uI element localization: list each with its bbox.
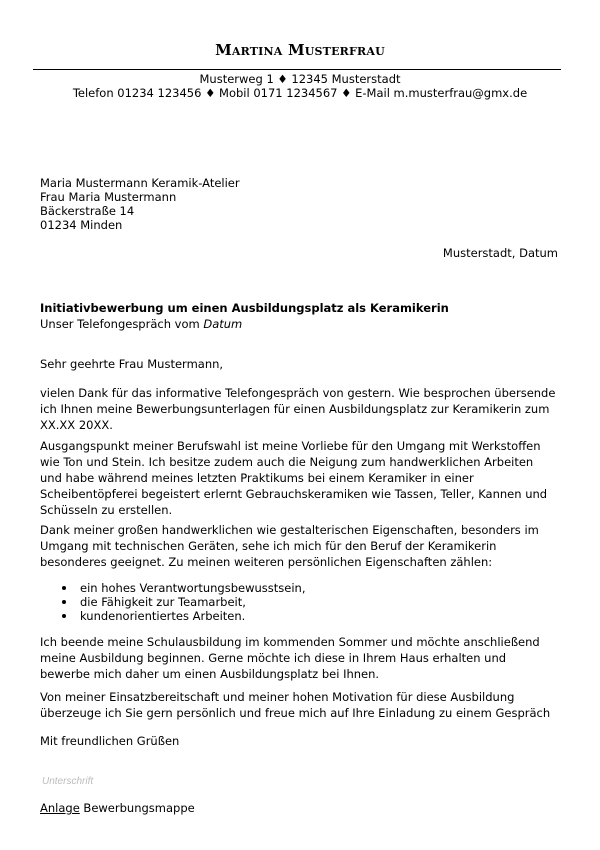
paragraph-schooling <box>40 634 562 682</box>
paragraph-line: Schüsseln zu erstellen. <box>40 503 173 517</box>
paragraph-line: Von meiner Einsatzbereitschaft und meiner hohen Motivation für diese Ausbildung <box>40 690 515 704</box>
sender-name: Martina Musterfrau <box>215 41 385 59</box>
sender-contact: Telefon 01234 123456 ♦ Mobil 0171 1234567 ♦ E-Mail m.musterfrau@gmx.de <box>72 86 528 100</box>
date-line: Musterstadt, Datum <box>442 246 558 260</box>
recipient-address <box>40 176 240 232</box>
recipient-line: Frau Maria Mustermann <box>40 190 177 204</box>
paragraph-line: vielen Dank für das informative Telefongespräch von gestern. Wie besprochen übersende <box>40 386 556 400</box>
reference-prefix: Unser Telefongespräch vom <box>40 317 204 331</box>
list-item: kundenorientiertes Arbeiten. <box>62 609 306 623</box>
list-item: ein hohes Verantwortungsbewusstsein, <box>62 581 306 595</box>
paragraph-line: Ausgangspunkt meiner Berufswahl ist meine Vorliebe für den Umgang mit Werkstoffen <box>40 439 541 453</box>
paragraph-skills <box>40 522 562 570</box>
recipient-line: 01234 Minden <box>40 218 123 232</box>
paragraph-line: Umgang mit technischen Geräten, sehe ich mich für den Beruf der Keramikerin <box>40 539 497 553</box>
paragraph-thanks <box>40 385 562 433</box>
attachment-label: Anlage <box>40 801 80 815</box>
list-item: die Fähigkeit zur Teamarbeit, <box>62 595 306 609</box>
subject-title: Initiativbewerbung um einen Ausbildungsplatz als Keramikerin <box>40 301 449 315</box>
paragraph-line: Ich beende meine Schulausbildung im kommenden Sommer und möchte anschließend <box>40 635 540 649</box>
paragraph-line: Scheibentöpferei begeistert erlernt Gebrauchskeramiken wie Tassen, Teller, Kannen und <box>40 487 548 501</box>
recipient-line: Bäckerstraße 14 <box>40 204 135 218</box>
paragraph-closing <box>40 689 562 721</box>
signature-placeholder: Unterschrift <box>42 776 94 787</box>
reference-date: Datum <box>203 317 243 331</box>
attachment-text: Bewerbungsmappe <box>79 801 195 815</box>
paragraph-line: und habe während meines letzten Praktikums bei einem Keramiker in einer <box>40 471 474 485</box>
paragraph-line: bewerbe mich daher um einen Ausbildungsplatz bei Ihnen. <box>40 667 380 681</box>
salutation: Sehr geehrte Frau Mustermann, <box>40 357 224 371</box>
attachment-line <box>40 800 195 816</box>
qualities-list <box>62 581 306 623</box>
paragraph-line: überzeuge ich Sie gern persönlich und freue mich auf Ihre Einladung zu einem Gespräch <box>40 706 551 720</box>
paragraph-line: XX.XX 20XX. <box>40 418 113 432</box>
paragraph-motivation <box>40 438 562 518</box>
paragraph-line: meine Ausbildung beginnen. Gerne möchte ich diese in Ihrem Haus erhalten und <box>40 651 507 665</box>
subject-block <box>40 300 449 332</box>
recipient-line: Maria Mustermann Keramik-Atelier <box>40 176 240 190</box>
subject-reference <box>40 316 449 332</box>
paragraph-line: ich Ihnen meine Bewerbungsunterlagen für einen Ausbildungsplatz zur Keramikerin zum <box>40 402 550 416</box>
paragraph-line: besonderes geeignet. Zu meinen weiteren persönlichen Eigenschaften zählen: <box>40 555 493 569</box>
closing-formula: Mit freundlichen Grüßen <box>40 734 180 748</box>
paragraph-line: Dank meiner großen handwerklichen wie gestalterischen Eigenschaften, besonders im <box>40 523 539 537</box>
sender-address: Musterweg 1 ♦ 12345 Musterstadt <box>199 72 401 86</box>
paragraph-line: wie Ton und Stein. Ich besitze zudem auch die Neigung zum handwerklichen Arbeiten <box>40 455 534 469</box>
header-divider <box>33 69 561 70</box>
